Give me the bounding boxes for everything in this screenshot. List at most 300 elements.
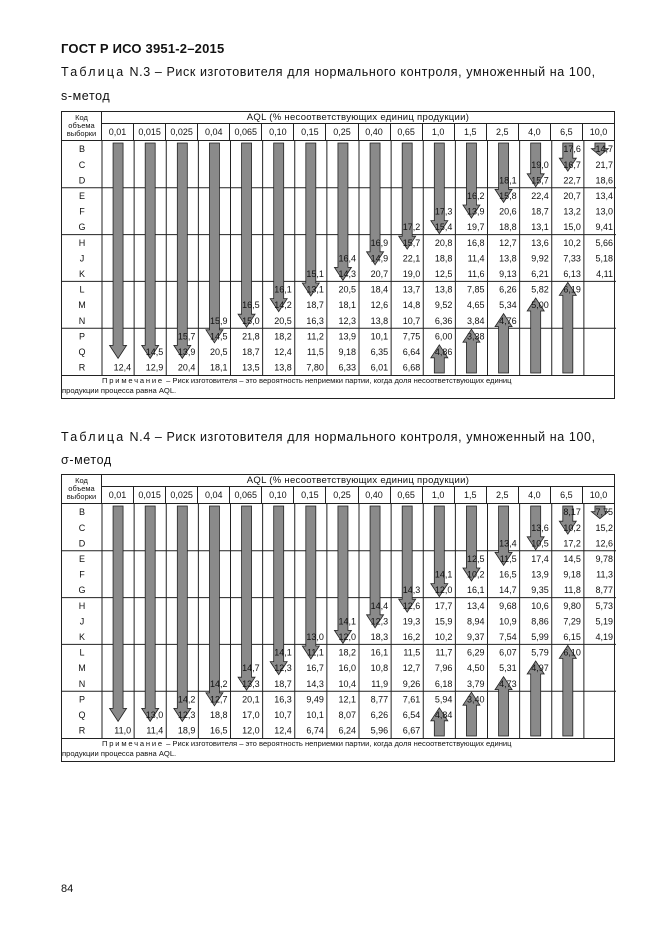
- row-code: C: [78, 159, 86, 170]
- risk-value: 6,10: [563, 647, 581, 658]
- risk-value: 8,94: [466, 616, 485, 627]
- risk-value: 6,74: [306, 725, 324, 736]
- risk-value: 20,4: [177, 362, 196, 373]
- risk-value: 11,6: [467, 269, 485, 280]
- risk-value: 6,18: [434, 678, 453, 689]
- row-code: P: [78, 331, 86, 342]
- row-code: C: [78, 522, 86, 533]
- risk-value: 20,5: [274, 315, 292, 326]
- down-arrow-icon: [110, 143, 127, 358]
- risk-value: 16,7: [306, 663, 324, 674]
- row-code: L: [79, 284, 85, 295]
- risk-value: 7,96: [434, 663, 453, 674]
- code-header-line1: Код: [75, 476, 88, 485]
- risk-value: 17,0: [242, 710, 260, 721]
- risk-value: 17,2: [563, 538, 581, 549]
- row-code: G: [78, 585, 86, 596]
- risk-value: 10,9: [499, 616, 517, 627]
- risk-value: 12,0: [338, 632, 356, 643]
- risk-value: 9,80: [563, 600, 581, 611]
- risk-value: 15,7: [531, 175, 549, 186]
- row-code: K: [78, 632, 86, 643]
- aql-value-header: 4,0: [518, 487, 550, 504]
- risk-value: 12,5: [434, 269, 453, 280]
- risk-value: 12,0: [434, 585, 453, 596]
- risk-value: 19,7: [466, 222, 485, 233]
- risk-value: 12,0: [242, 725, 260, 736]
- risk-value: 15,4: [434, 222, 453, 233]
- risk-value: 6,13: [563, 269, 581, 280]
- risk-value: 18,2: [338, 647, 356, 658]
- risk-value: 10,7: [402, 315, 421, 326]
- risk-value: 11,5: [499, 554, 517, 565]
- risk-value: 16,0: [338, 663, 356, 674]
- risk-value: 15,7: [402, 237, 421, 248]
- risk-value: 12,6: [370, 300, 389, 311]
- risk-value: 6,36: [434, 315, 453, 326]
- risk-value: 3,38: [466, 331, 485, 342]
- risk-value: 12,3: [370, 616, 389, 627]
- risk-value: 21,7: [595, 159, 613, 170]
- risk-value: 7,85: [466, 284, 485, 295]
- risk-value: 13,9: [466, 206, 485, 217]
- risk-value: 13,3: [242, 678, 260, 689]
- risk-value: 17,7: [434, 600, 453, 611]
- risk-value: 8,17: [563, 507, 581, 518]
- risk-value: 18,7: [274, 678, 292, 689]
- risk-value: 5,79: [531, 647, 549, 658]
- risk-value: 4,86: [434, 347, 453, 358]
- risk-value: 4,76: [499, 315, 517, 326]
- risk-value: 18,8: [434, 253, 453, 264]
- aql-value-header: 0,65: [390, 487, 422, 504]
- row-code: P: [78, 694, 86, 705]
- aql-value-header: 0,065: [230, 124, 262, 141]
- risk-value: 12,7: [402, 663, 421, 674]
- risk-value: 14,5: [563, 554, 581, 565]
- row-code: M: [78, 300, 86, 311]
- risk-value: 14,2: [209, 678, 228, 689]
- risk-value: 7,75: [595, 507, 613, 518]
- risk-value: 9,26: [402, 678, 421, 689]
- risk-value: 15,9: [434, 616, 453, 627]
- row-code: L: [79, 647, 85, 658]
- risk-value: 6,33: [338, 362, 356, 373]
- aql-header: AQL (% несоответствующих единиц продукции): [102, 475, 615, 487]
- risk-value: 15,8: [499, 191, 517, 202]
- risk-value: 13,4: [466, 600, 485, 611]
- down-arrow-icon: [174, 506, 191, 721]
- risk-value: 16,2: [466, 191, 485, 202]
- aql-values-row: [62, 487, 615, 504]
- risk-value: 9,37: [466, 632, 485, 643]
- row-code: H: [78, 237, 86, 248]
- row-code: D: [78, 538, 86, 549]
- risk-value: 12,6: [595, 538, 613, 549]
- risk-value: 16,4: [338, 253, 356, 264]
- risk-value: 12,7: [209, 694, 228, 705]
- risk-value: 9,92: [531, 253, 549, 264]
- risk-value: 4,11: [596, 269, 613, 280]
- risk-value: 15,1: [306, 269, 324, 280]
- risk-value: 17,2: [402, 222, 421, 233]
- table-n3-body: [62, 141, 615, 376]
- risk-value: 9,68: [499, 600, 517, 611]
- risk-value: 11,1: [307, 647, 324, 658]
- row-code: F: [79, 569, 85, 580]
- aql-value-header: 0,25: [326, 487, 358, 504]
- row-code: M: [78, 663, 86, 674]
- aql-value-header: 0,10: [262, 124, 294, 141]
- risk-value: 11,8: [564, 585, 581, 596]
- risk-value: 18,8: [499, 222, 517, 233]
- risk-value: 6,07: [499, 647, 517, 658]
- risk-value: 11,2: [307, 331, 324, 342]
- table-n3-grid: [62, 141, 616, 375]
- risk-value: 18,7: [242, 347, 260, 358]
- code-header: [62, 475, 102, 504]
- risk-value: 13,0: [145, 710, 164, 721]
- risk-value: 22,4: [531, 191, 549, 202]
- code-header-line1: Код: [75, 113, 88, 122]
- risk-value: 10,7: [274, 710, 292, 721]
- risk-value: 6,19: [563, 284, 581, 295]
- risk-value: 5,94: [434, 694, 453, 705]
- risk-value: 16,3: [274, 694, 292, 705]
- risk-value: 17,3: [434, 206, 453, 217]
- risk-value: 15,9: [209, 315, 228, 326]
- risk-value: 5,00: [531, 300, 549, 311]
- table-n3-caption: [61, 65, 596, 79]
- risk-value: 7,80: [306, 362, 324, 373]
- risk-value: 20,7: [563, 191, 581, 202]
- risk-value: 11,5: [403, 647, 421, 658]
- risk-value: 19,0: [531, 159, 549, 170]
- risk-value: 14,4: [370, 600, 389, 611]
- aql-value-header: 10,0: [582, 487, 614, 504]
- risk-value: 14,3: [306, 678, 324, 689]
- aql-value-header: 2,5: [486, 487, 518, 504]
- row-code: G: [78, 222, 86, 233]
- risk-value: 20,5: [209, 347, 228, 358]
- aql-value-header: 0,04: [198, 487, 230, 504]
- risk-value: 17,4: [531, 554, 549, 565]
- risk-value: 18,2: [274, 331, 292, 342]
- aql-value-header: 0,01: [102, 124, 134, 141]
- row-code: Q: [78, 710, 86, 721]
- aql-value-header: 0,015: [134, 487, 166, 504]
- risk-value: 12,6: [402, 600, 421, 611]
- row-code: B: [78, 507, 86, 518]
- risk-value: 11,7: [435, 647, 453, 658]
- aql-value-header: 0,65: [390, 124, 422, 141]
- aql-value-header: 1,5: [454, 124, 486, 141]
- risk-value: 10,2: [563, 237, 581, 248]
- risk-value: 12,3: [338, 315, 356, 326]
- risk-value: 9,52: [434, 300, 453, 311]
- risk-value: 16,1: [370, 647, 389, 658]
- aql-value-header: 0,40: [358, 487, 390, 504]
- risk-value: 6,67: [402, 725, 421, 736]
- aql-value-header: 0,40: [358, 124, 390, 141]
- risk-value: 13,9: [177, 347, 196, 358]
- risk-value: 4,84: [434, 710, 453, 721]
- risk-value: 6,00: [434, 331, 453, 342]
- aql-value-header: 0,15: [294, 487, 326, 504]
- table-n3: [61, 111, 615, 399]
- row-code: K: [78, 269, 86, 280]
- document-code: ГОСТ Р ИСО 3951-2–2015: [61, 41, 225, 56]
- risk-value: 12,1: [338, 694, 356, 705]
- risk-value: 14,2: [274, 300, 292, 311]
- risk-value: 12,9: [145, 362, 164, 373]
- row-code: N: [78, 315, 86, 326]
- risk-value: 6,35: [370, 347, 389, 358]
- row-code: E: [78, 554, 86, 565]
- row-code: Q: [78, 347, 86, 358]
- down-arrow-icon: [174, 143, 191, 358]
- row-code: F: [79, 206, 85, 217]
- table-n4-note-word: Примечание: [102, 739, 164, 748]
- risk-value: 6,26: [499, 284, 517, 295]
- risk-value: 5,99: [531, 632, 549, 643]
- risk-value: 20,8: [434, 237, 453, 248]
- risk-value: 20,7: [370, 269, 389, 280]
- risk-value: 14,7: [595, 144, 613, 155]
- table-n4-note: [62, 739, 615, 762]
- risk-value: 16,5: [209, 725, 228, 736]
- row-code: B: [78, 144, 86, 155]
- risk-value: 15,7: [177, 331, 196, 342]
- risk-value: 4,19: [595, 632, 613, 643]
- aql-value-header: 0,01: [102, 487, 134, 504]
- risk-value: 14,5: [145, 347, 164, 358]
- down-arrow-icon: [431, 143, 448, 234]
- risk-value: 18,7: [306, 300, 324, 311]
- risk-value: 5,73: [595, 600, 613, 611]
- risk-value: 14,7: [499, 585, 517, 596]
- risk-value: 8,86: [531, 616, 549, 627]
- risk-value: 18,1: [338, 300, 356, 311]
- aql-value-header: 0,065: [230, 487, 262, 504]
- code-header-line2: объема: [68, 484, 95, 493]
- risk-value: 5,66: [595, 237, 613, 248]
- row-code: N: [78, 678, 86, 689]
- risk-value: 18,8: [209, 710, 228, 721]
- risk-value: 15,0: [242, 315, 260, 326]
- code-header: [62, 112, 102, 141]
- risk-value: 14,3: [402, 585, 421, 596]
- risk-value: 8,07: [338, 710, 356, 721]
- risk-value: 7,75: [402, 331, 421, 342]
- aql-header: AQL (% несоответствующих единиц продукции): [102, 112, 615, 124]
- aql-value-header: 0,15: [294, 124, 326, 141]
- risk-value: 21,8: [242, 331, 260, 342]
- risk-value: 7,61: [402, 694, 421, 705]
- risk-value: 10,1: [370, 331, 389, 342]
- table-n4-note-text: – Риск изготовителя – это вероятность неприемки партии, когда доля несоответствующих единиц: [163, 739, 512, 748]
- code-header-line3: выборки: [66, 129, 97, 138]
- risk-value: 14,1: [338, 616, 356, 627]
- risk-value: 10,2: [434, 632, 453, 643]
- row-code: R: [78, 725, 86, 736]
- aql-value-header: 0,025: [166, 487, 198, 504]
- risk-value: 7,33: [563, 253, 581, 264]
- table-n4: [61, 474, 615, 762]
- risk-value: 5,82: [531, 284, 549, 295]
- aql-value-header: 0,015: [134, 124, 166, 141]
- row-code: J: [79, 253, 85, 264]
- risk-value: 13,9: [531, 569, 549, 580]
- risk-value: 16,8: [466, 237, 485, 248]
- risk-value: 12,7: [499, 237, 517, 248]
- risk-value: 12,4: [274, 725, 292, 736]
- risk-value: 6,64: [402, 347, 421, 358]
- table-n3-caption-line2: s-метод: [61, 89, 111, 103]
- risk-value: 7,54: [499, 632, 517, 643]
- row-code: E: [78, 191, 86, 202]
- risk-value: 13,2: [563, 206, 581, 217]
- risk-value: 10,5: [531, 538, 549, 549]
- aql-value-header: 0,10: [262, 487, 294, 504]
- risk-value: 18,1: [209, 362, 228, 373]
- risk-value: 20,5: [338, 284, 356, 295]
- down-arrow-icon: [142, 143, 159, 358]
- risk-value: 10,8: [370, 663, 389, 674]
- risk-value: 6,54: [402, 710, 421, 721]
- risk-value: 4,73: [499, 678, 517, 689]
- aql-value-header: 1,5: [454, 487, 486, 504]
- table-n3-note: [62, 376, 615, 399]
- risk-value: 9,13: [499, 269, 517, 280]
- risk-value: 13,4: [595, 191, 613, 202]
- table-n4-caption-text: N.4 – Риск изготовителя для нормального контроля, умноженный на 100,: [129, 430, 596, 444]
- risk-value: 14,7: [242, 663, 260, 674]
- row-code: H: [78, 600, 86, 611]
- risk-value: 11,9: [371, 678, 389, 689]
- table-n3-note-text: – Риск изготовителя – это вероятность неприемки партии, когда доля несоответствующих единиц: [163, 376, 512, 385]
- risk-value: 19,3: [402, 616, 421, 627]
- risk-value: 14,3: [338, 269, 356, 280]
- risk-value: 11,0: [114, 725, 132, 736]
- risk-value: 9,18: [338, 347, 356, 358]
- risk-value: 13,9: [338, 331, 356, 342]
- risk-value: 20,6: [499, 206, 517, 217]
- risk-value: 19,0: [402, 269, 421, 280]
- risk-value: 12,5: [466, 554, 485, 565]
- table-n4-body: [62, 504, 615, 739]
- table-n4-grid: [62, 504, 616, 738]
- down-arrow-icon: [206, 143, 223, 343]
- risk-value: 11,4: [146, 725, 164, 736]
- risk-value: 4,65: [466, 300, 485, 311]
- aql-value-header: 1,0: [422, 124, 454, 141]
- table-n3-note-line2: продукции процесса равна AQL.: [62, 386, 177, 395]
- risk-value: 5,31: [499, 663, 517, 674]
- risk-value: 12,4: [113, 362, 132, 373]
- risk-value: 11,3: [596, 569, 613, 580]
- risk-value: 13,8: [370, 315, 389, 326]
- risk-value: 13,8: [274, 362, 292, 373]
- risk-value: 4,97: [531, 663, 549, 674]
- risk-value: 7,29: [563, 616, 581, 627]
- risk-value: 18,3: [370, 632, 389, 643]
- risk-value: 13,4: [499, 538, 517, 549]
- aql-value-header: 1,0: [422, 487, 454, 504]
- risk-value: 13,1: [306, 284, 324, 295]
- risk-value: 9,18: [563, 569, 581, 580]
- risk-value: 3,79: [466, 678, 485, 689]
- risk-value: 13,8: [434, 284, 453, 295]
- risk-value: 14,1: [434, 569, 453, 580]
- risk-value: 11,5: [307, 347, 324, 358]
- risk-value: 14,2: [177, 694, 196, 705]
- risk-value: 13,8: [499, 253, 517, 264]
- risk-value: 17,6: [563, 144, 581, 155]
- risk-value: 13,6: [531, 237, 549, 248]
- aql-value-header: 4,0: [518, 124, 550, 141]
- risk-value: 16,7: [563, 159, 581, 170]
- down-arrow-icon: [206, 506, 223, 706]
- table-n3-note-word: Примечание: [102, 376, 164, 385]
- risk-value: 10,2: [563, 522, 581, 533]
- risk-value: 13,5: [242, 362, 260, 373]
- risk-value: 6,24: [338, 725, 356, 736]
- table-n4-caption-line2: σ-метод: [61, 453, 112, 467]
- risk-value: 6,29: [466, 647, 485, 658]
- risk-value: 6,26: [370, 710, 389, 721]
- risk-value: 16,1: [466, 585, 485, 596]
- risk-value: 14,5: [209, 331, 228, 342]
- down-arrow-icon: [399, 143, 416, 249]
- risk-value: 5,96: [370, 725, 389, 736]
- table-n4-caption: [61, 430, 596, 444]
- risk-value: 8,77: [595, 585, 613, 596]
- risk-value: 16,2: [402, 632, 421, 643]
- risk-value: 16,1: [274, 284, 292, 295]
- aql-value-header: 0,025: [166, 124, 198, 141]
- risk-value: 13,1: [531, 222, 549, 233]
- risk-value: 3,40: [466, 694, 485, 705]
- aql-value-header: 6,5: [550, 124, 582, 141]
- aql-value-header: 6,5: [550, 487, 582, 504]
- aql-value-header: 0,25: [326, 124, 358, 141]
- risk-value: 5,18: [595, 253, 613, 264]
- risk-value: 10,2: [466, 569, 485, 580]
- risk-value: 9,35: [531, 585, 549, 596]
- risk-value: 10,6: [531, 600, 549, 611]
- risk-value: 13,6: [531, 522, 549, 533]
- risk-value: 6,21: [531, 269, 549, 280]
- risk-value: 18,6: [595, 175, 613, 186]
- risk-value: 15,0: [563, 222, 581, 233]
- risk-value: 6,15: [563, 632, 581, 643]
- aql-value-header: 10,0: [582, 124, 614, 141]
- risk-value: 6,01: [370, 362, 389, 373]
- risk-value: 4,50: [466, 663, 485, 674]
- risk-value: 13,7: [402, 284, 421, 295]
- risk-value: 11,4: [467, 253, 485, 264]
- risk-value: 22,1: [402, 253, 421, 264]
- aql-value-header: 0,04: [198, 124, 230, 141]
- code-header-line2: объема: [68, 121, 95, 130]
- row-code: J: [79, 616, 85, 627]
- risk-value: 9,78: [595, 554, 613, 565]
- risk-value: 8,77: [370, 694, 389, 705]
- risk-value: 3,84: [466, 315, 485, 326]
- risk-value: 14,9: [370, 253, 389, 264]
- down-arrow-icon: [110, 506, 127, 721]
